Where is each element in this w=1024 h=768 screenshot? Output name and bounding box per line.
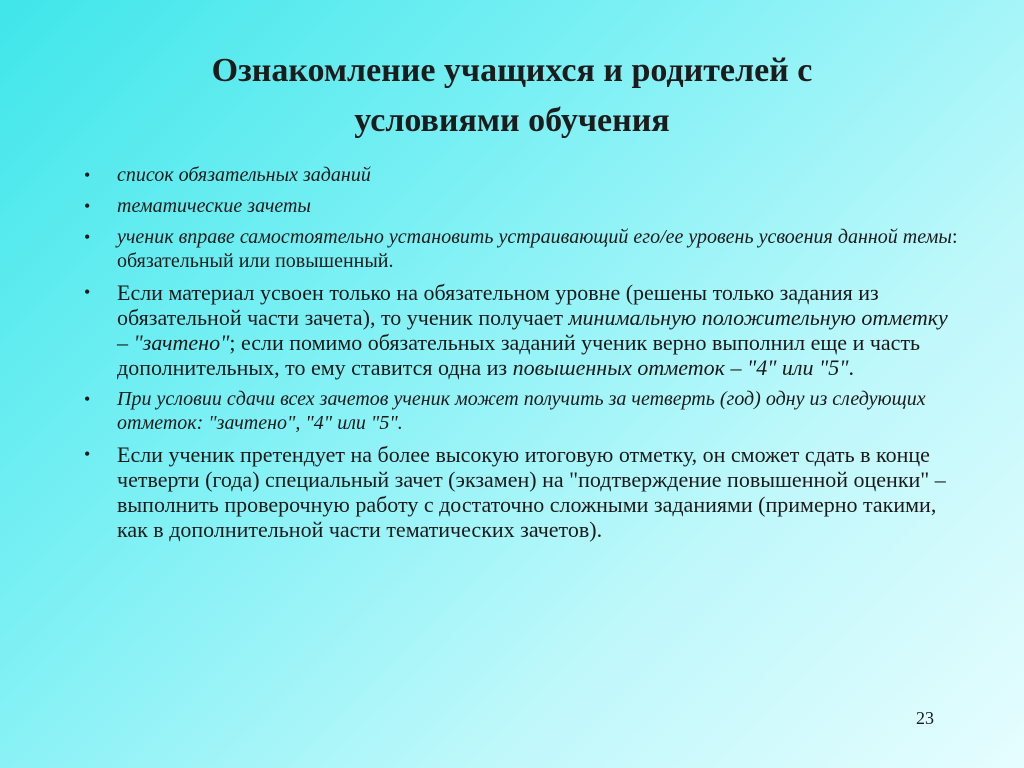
bullet-item: [117, 194, 962, 218]
bullet-item: [117, 442, 962, 542]
bullet-item: [117, 225, 962, 273]
bullet-text: минимальную положительную отметку – "зачтено": [117, 305, 948, 355]
bullet-text: Если материал усвоен только на обязательном уровне (решены только задания из обязательной части зачета), то ученик получает: [117, 280, 879, 330]
slide-title-line-2: условиями обучения: [354, 102, 670, 139]
bullet-text: .: [848, 355, 855, 380]
bullet-text: ученик вправе самостоятельно установить устраивающий его/ее уровень усвоения данной темы: [117, 226, 952, 248]
bullet-text: Если ученик претендует на более высокую итоговую отметку, он сможет сдать в конце четверти (года) специальный зачет (экзамен) на "подтверждение повышенной оценки" – выполнить проверочную работу с достаточно сложными заданиями (примерно такими, как в дополнительной части тематических зачетов).: [117, 442, 946, 542]
bullet-text: список обязательных заданий: [117, 164, 371, 186]
slide-title: [100, 46, 924, 146]
bullet-text: ; если помимо обязательных заданий ученик верно выполнил еще и часть дополнительных, то ему ставится одна из: [117, 330, 921, 380]
bullet-text: повышенных отметок – "4" или "5": [512, 355, 849, 380]
bullet-list: [117, 163, 962, 549]
bullet-item: [117, 387, 962, 435]
bullet-text: При условии сдачи всех зачетов ученик может получить за четверть (год) одну из следующих отметок: "зачтено", "4" или "5".: [117, 388, 926, 434]
page-number: 23: [916, 708, 934, 728]
bullet-text: тематические зачеты: [117, 195, 311, 217]
slide-title-line-1: Ознакомление учащихся и родителей с: [211, 52, 813, 89]
bullet-item: [117, 163, 962, 187]
bullet-text: : обязательный или повышенный.: [117, 226, 958, 272]
bullet-item: [117, 280, 962, 380]
